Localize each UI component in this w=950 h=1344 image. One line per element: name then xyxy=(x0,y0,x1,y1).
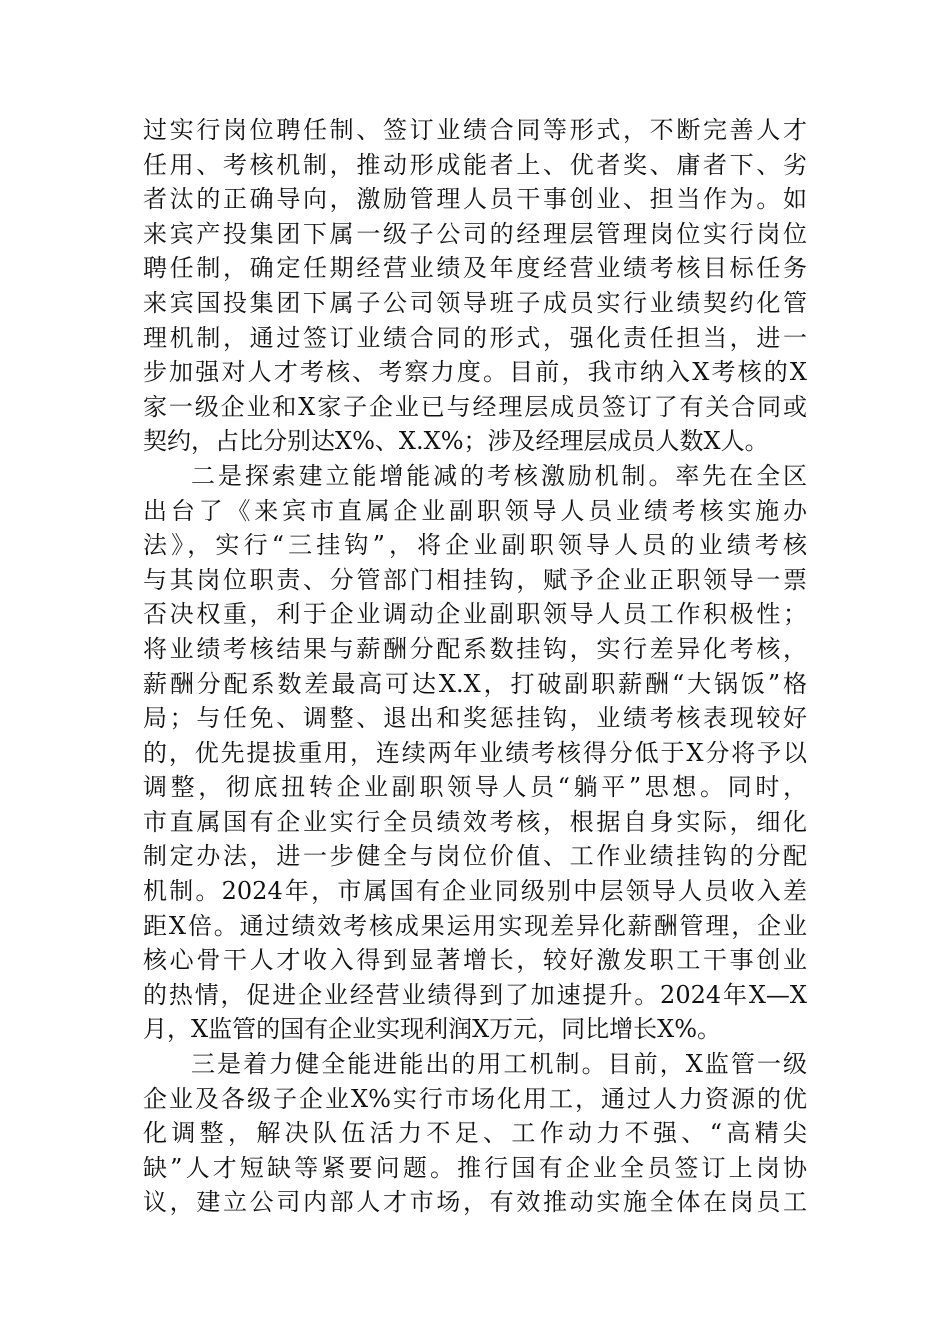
text-line: 化调整，解决队伍活力不足、工作动力不强、“高精尖 xyxy=(143,1119,807,1148)
text-line: 理机制，通过签订业绩合同的形式，强化责任担当，进一 xyxy=(143,323,807,352)
text-line: 的热情，促进企业经营业绩得到了加速提升。2024年X—X xyxy=(143,980,807,1009)
text-line: 核心骨干人才收入得到显著增长，较好激发职工干事创业 xyxy=(143,946,807,975)
text-line: 调整，彻底扭转企业副职领导人员“躺平”思想。同时， xyxy=(143,773,807,802)
text-line: 距X倍。通过绩效考核成果运用实现差异化薪酬管理，企业 xyxy=(143,911,807,940)
text-line: 二是探索建立能增能减的考核激励机制。率先在全区 xyxy=(191,461,807,490)
text-line: 出台了《来宾市直属企业副职领导人员业绩考核实施办 xyxy=(143,496,807,525)
text-line: 契约，占比分别达X%、X.X%；涉及经理层成员人数X人。 xyxy=(143,427,769,456)
paragraph-2 xyxy=(143,459,807,1047)
document-body xyxy=(143,113,807,1220)
text-line: 月，X监管的国有企业实现利润X万元，同比增长X%。 xyxy=(143,1015,722,1044)
text-line: 缺”人才短缺等紧要问题。推行国有企业全员签订上岗协 xyxy=(143,1153,807,1182)
text-line: 市直属国有企业实行全员绩效考核，根据自身实际，细化 xyxy=(143,807,807,836)
text-line: 来宾产投集团下属一级子公司的经理层管理岗位实行岗位 xyxy=(143,219,807,248)
text-line: 者汰的正确导向，激励管理人员干事创业、担当作为。如 xyxy=(143,185,807,214)
text-line: 企业及各级子企业X%实行市场化用工，通过人力资源的优 xyxy=(143,1084,807,1113)
text-line: 与其岗位职责、分管部门相挂钩，赋予企业正职领导一票 xyxy=(143,565,807,594)
text-line: 否决权重，利于企业调动企业副职领导人员工作积极性； xyxy=(143,600,807,629)
paragraph-1 xyxy=(143,113,807,459)
text-line: 家一级企业和X家子企业已与经理层成员签订了有关合同或 xyxy=(143,392,807,421)
text-line: 薪酬分配系数差最高可达X.X，打破副职薪酬“大锅饭”格 xyxy=(143,669,807,698)
text-line: 机制。2024年，市属国有企业同级别中层领导人员收入差 xyxy=(143,877,807,906)
text-line: 制定办法，进一步健全与岗位价值、工作业绩挂钩的分配 xyxy=(143,842,807,871)
text-line: 局；与任免、调整、退出和奖惩挂钩，业绩考核表现较好 xyxy=(143,704,807,733)
text-line: 来宾国投集团下属子公司领导班子成员实行业绩契约化管 xyxy=(143,288,807,317)
text-line: 议，建立公司内部人才市场，有效推动实施全体在岗员工 xyxy=(143,1188,807,1217)
text-line: 聘任制，确定任期经营业绩及年度经营业绩考核目标任务 xyxy=(143,254,807,283)
paragraph-3 xyxy=(143,1047,807,1220)
text-line: 将业绩考核结果与薪酬分配系数挂钩，实行差异化考核， xyxy=(143,634,807,663)
text-line: 任用、考核机制，推动形成能者上、优者奖、庸者下、劣 xyxy=(143,150,807,179)
text-line: 的，优先提拔重用，连续两年业绩考核得分低于X分将予以 xyxy=(143,738,807,767)
text-line: 步加强对人才考核、考察力度。目前，我市纳入X考核的X xyxy=(143,358,807,387)
text-line: 三是着力健全能进能出的用工机制。目前，X监管一级 xyxy=(191,1050,807,1079)
text-line: 过实行岗位聘任制、签订业绩合同等形式，不断完善人才 xyxy=(143,116,807,144)
text-line: 法》，实行“三挂钩”，将企业副职领导人员的业绩考核 xyxy=(143,531,807,560)
